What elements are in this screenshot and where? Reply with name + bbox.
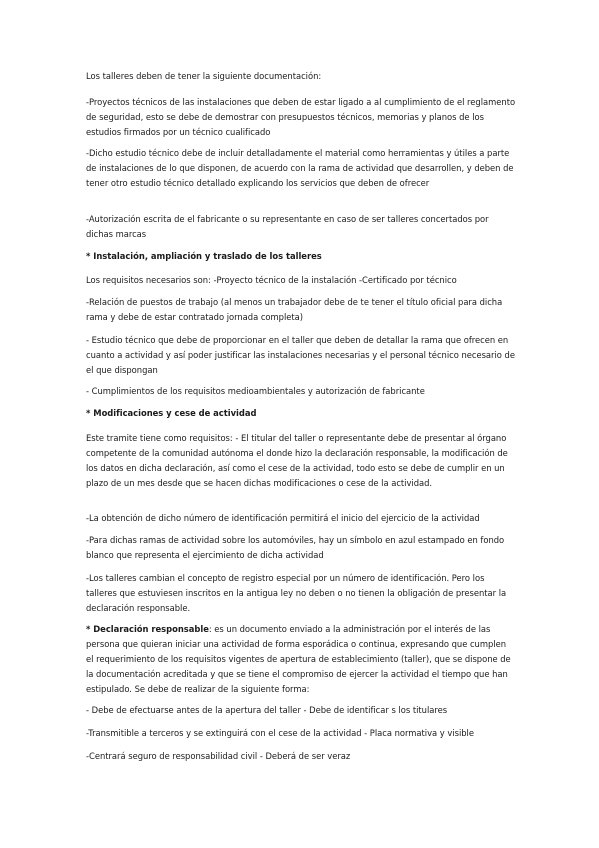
section-heading: * Instalación, ampliación y traslado de los talleres [86, 251, 322, 261]
requirement-paragraph: -Centrará seguro de responsabilidad civil - Deberá de ser veraz [86, 751, 351, 761]
requirement-paragraph: -Proyectos técnicos de las instalaciones que deben de estar ligado a al cumplimiento de el reglamento de seguridad, esto se debe de demostrar con presupuestos técnicos, memorias y planos de los estudios firmados por un técnico cualificado [86, 97, 516, 137]
requirement-paragraph: -Transmitible a terceros y se extinguirá con el cese de la actividad - Placa normativa y visible [86, 728, 474, 738]
requirement-paragraph: Los requisitos necesarios son: -Proyecto técnico de la instalación -Certificado por técnico [86, 275, 457, 285]
declaracion-paragraph [86, 622, 516, 697]
requirement-paragraph: - Estudio técnico que debe de proporcionar en el taller que deben de detallar la rama que ofrecen en cuanto a actividad y así poder justificar las instalaciones necesarias y el personal técnico necesario de el que dispongan [86, 335, 515, 375]
requirement-paragraph: - Debe de efectuarse antes de la apertura del taller - Debe de identificar s los titulares [86, 705, 448, 715]
requirement-paragraph: -La obtención de dicho número de identificación permitirá el inicio del ejercicio de la actividad [86, 513, 480, 523]
requirement-paragraph: -Dicho estudio técnico debe de incluir detalladamente el material como herramientas y útiles a parte de instalaciones de lo que disponen, de acuerdo con la rama de actividad que desarrollen, y deben de tener otro estudio técnico detallado explicando los servicios que deben de ofrecer [86, 148, 514, 188]
declaracion-heading: * Declaración responsable [86, 624, 209, 634]
section-heading: * Modificaciones y cese de actividad [86, 408, 257, 418]
requirement-paragraph: -Autorización escrita de el fabricante o su representante en caso de ser talleres concertados por dichas marcas [86, 214, 489, 239]
requirement-paragraph: Este tramite tiene como requisitos: - El titular del taller o representante debe de presentar al órgano competente de la comunidad autónoma el donde hizo la declaración responsable, la modificación de los datos en dicha declaración, así como el cese de la actividad, todo esto se debe de cumplir en un plazo de un mes desde que se hacen dichas modificaciones o cese de la actividad. [86, 433, 508, 488]
requirement-paragraph: -Para dichas ramas de actividad sobre los automóviles, hay un símbolo en azul estampado en fondo blanco que representa el ejercimiento de dicha actividad [86, 535, 505, 560]
requirement-paragraph: -Los talleres cambian el concepto de registro especial por un número de identificación. Pero los talleres que estuviesen inscritos en la antigua ley no deben o no tienen la obligación de presentar la declaración responsable. [86, 573, 507, 613]
intro-paragraph: Los talleres deben de tener la siguiente documentación: [86, 71, 322, 81]
requirement-paragraph: - Cumplimientos de los requisitos medioambientales y autorización de fabricante [86, 386, 425, 396]
declaracion-body: : es un documento enviado a la administración por el interés de las persona que quieran iniciar una actividad de forma esporádica o continua, expresando que cumplen el requerimiento de los requisitos vigentes de apertura de establecimiento (taller), que se dispone de la documentación acreditada y que se tiene el compromiso de ejercer la actividad el tiempo que han estipulado. Se debe de realizar de la siguiente forma: [86, 624, 511, 694]
requirement-paragraph: -Relación de puestos de trabajo (al menos un trabajador debe de te tener el título oficial para dicha rama y debe de estar contratado jornada completa) [86, 297, 503, 322]
